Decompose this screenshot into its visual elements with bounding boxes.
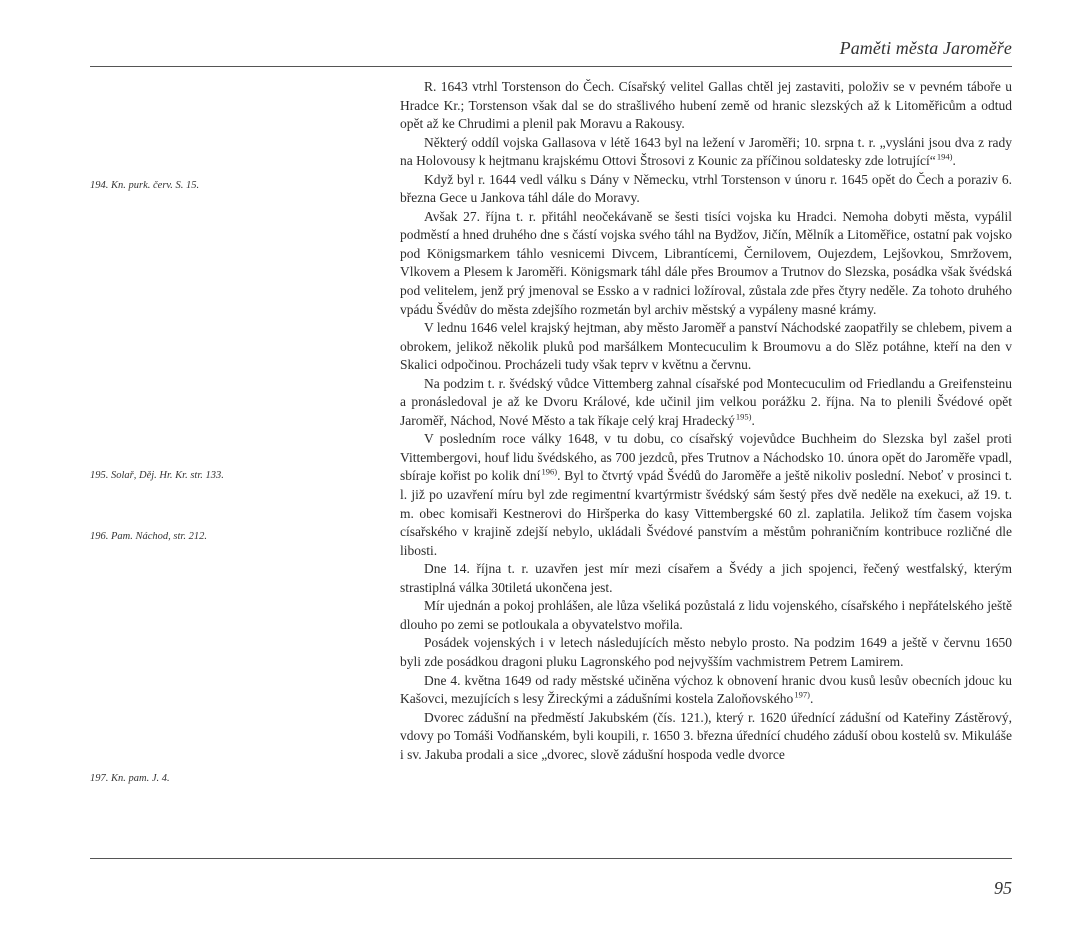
- paragraph: Dne 14. října t. r. uzavřen jest mír mezi císařem a Švédy a jich spojenci, řečený westfalský, kterým strastiplná válka 30tiletá ukončena jest.: [400, 561, 1012, 595]
- paragraph: Dne 4. května 1649 od rady městské učiněna výchoz k obnovení hranic dvou kusů lesův obecních jdouc ku Kašovci, mezujících s lesy Žireckými a zádušními kostela Zaloňovského $^{197)}$.: [400, 672, 1012, 707]
- paragraph: R. 1643 vtrhl Torstenson do Čech. Císařský velitel Gallas chtěl jej zastaviti, položiv se v pevném táboře u Hradce Kr.; Torstenson však dal se do strašlivého hubení země od hranic slezských až k Litoměřicům a odtud opět až ke Chrudimi a plenil pak Moravu a Rakousy.: [400, 79, 1012, 132]
- margin-note: 194. Kn. purk. červ. S. 15.: [90, 180, 200, 191]
- header-rule: [90, 66, 1012, 67]
- margin-note: 197. Kn. pam. J. 4.: [90, 773, 170, 784]
- running-title: Paměti města Jaroměře: [839, 38, 1012, 58]
- margin-note: 196. Pam. Náchod, str. 212.: [90, 531, 207, 542]
- footnote-ref: 197): [794, 689, 811, 700]
- paragraph: Posádek vojenských i v letech následujících město nebylo prosto. Na podzim 1649 a ještě v červnu 1650 byli zde posádkou dragoni pluku Lagronského pod nejvyšším vachmistrem Petrem Lamirem.: [400, 635, 1012, 669]
- paragraph: Když byl r. 1644 vedl válku s Dány v Německu, vtrhl Torstenson v únoru r. 1645 opět do Čech a poraziv 6. března Gece u Jankova táhl dále do Moravy.: [400, 171, 1012, 206]
- paragraph: Mír ujednán a pokoj prohlášen, ale lůza všeliká pozůstalá z lidu vojenského, císařského i nepřátelského ještě dlouho po zemi se potloukala a obyvatelstvo mořila.: [400, 598, 1012, 632]
- paragraph: Některý oddíl vojska Gallasova v létě 1643 byl na ležení v Jaroměři; 10. srpna t. r. „vysláni jsou dva z rady na Holovousy k hejtmanu krajskému Ottovi Štrosovi z Kounic za příčinou soldatesky zde lotrující“ $^{194)}$.: [400, 134, 1012, 169]
- paragraph: Na podzim t. r. švédský vůdce Vittemberg zahnal císařské pod Montecuculim od Friedlandu a Greifensteinu a pronásledoval je až ke Dvoru Králové, kde učinil jim velkou porážku 2. října. Na to plenili Švédové opět Jaroměř, Náchod, Nové Město a tak říkaje celý kraj Hradecký $^{195)}$.: [400, 375, 1012, 428]
- page-number: 95: [994, 878, 1012, 898]
- footnote-ref: 194): [936, 151, 953, 162]
- paragraph: Dvorec zádušní na předměstí Jakubském (čís. 121.), který r. 1620 úřednící zádušní od Kateřiny Zástěrový, vdovy po Tomáši Vodňanském, byli koupili, r. 1650 3. března úřednící chudého záduší obou kostelů sv. Mikuláše i sv. Jakuba prodali a sice „dvorec, slově zádušní hospoda vedle dvorce: [400, 709, 1012, 762]
- footnote-ref: 196): [541, 466, 558, 477]
- footer-rule: [90, 858, 1012, 859]
- body-text: [400, 78, 1012, 764]
- paragraph: Avšak 27. října t. r. přitáhl neočekávaně se šesti tisíci vojska ku Hradci. Nemoha dobyti města, vypálil podměstí a hned druhého dne s částí vojska svého táhl na Bydžov, Jičín, Mělník a Litoměřice, ostatní pak vojsko pod Königsmarkem táhlo vesnicemi Divcem, Librantícemi, Černilovem, Oujezdem, Lejšovkou, Smržovem, Vlkovem a Plesem k Jaroměři. Königsmark táhl dále přes Broumov a Trutnov do Slezska, posádka však švédská pod velitelem, jenž prý jmenoval se Essko a v radnici ložíroval, zůstala zde přes čtyry neděle. Za tohoto druhého vpádu Švédův do města zdejšího rozmetán byl archiv městský a vypáleny masné krámy.: [400, 208, 1012, 317]
- margin-note: 195. Solař, Děj. Hr. Kr. str. 133.: [90, 470, 224, 481]
- footnote-ref: 195): [735, 411, 752, 422]
- paragraph: V lednu 1646 velel krajský hejtman, aby město Jaroměř a panství Náchodské zaopatřily se chlebem, pivem a obrokem, jelikož několik pluků pod maršálkem Montecuculim k Broumovu a do Slěz potáhne, kteří na den v Skalici odpočinou. Procházeli tudy však teprv v květnu a červnu.: [400, 320, 1012, 373]
- paragraph: V posledním roce války 1648, v tu dobu, co císařský vojevůdce Buchheim do Slezska byl zašel proti Vittembergovi, houf lidu švédského, as 700 jezdců, přes Trutnov a Náchodsko 10. února opět do Jaroměře vpadl, sbíraje kořist po kolik dní $^{196)}$. Byl to čtvrtý vpád Švédů do Jaroměře a ještě nikoliv poslední. Neboť v prosinci t. l. již po uzavření míru byl zde regimentní kvartýrmistr švédský sám šestý přes dvě neděle na exekuci, až 19. t. m. obec komisaři Kestnerovi do Hiršperka do kasy Vittembergské 60 zl. zaplatila. Jelikož tím časem vojska císařského v krajině zdejší nebylo, ukládali Švédové panstvím a městům pohraničním kontribuce rozličné dle libosti.: [400, 431, 1012, 558]
